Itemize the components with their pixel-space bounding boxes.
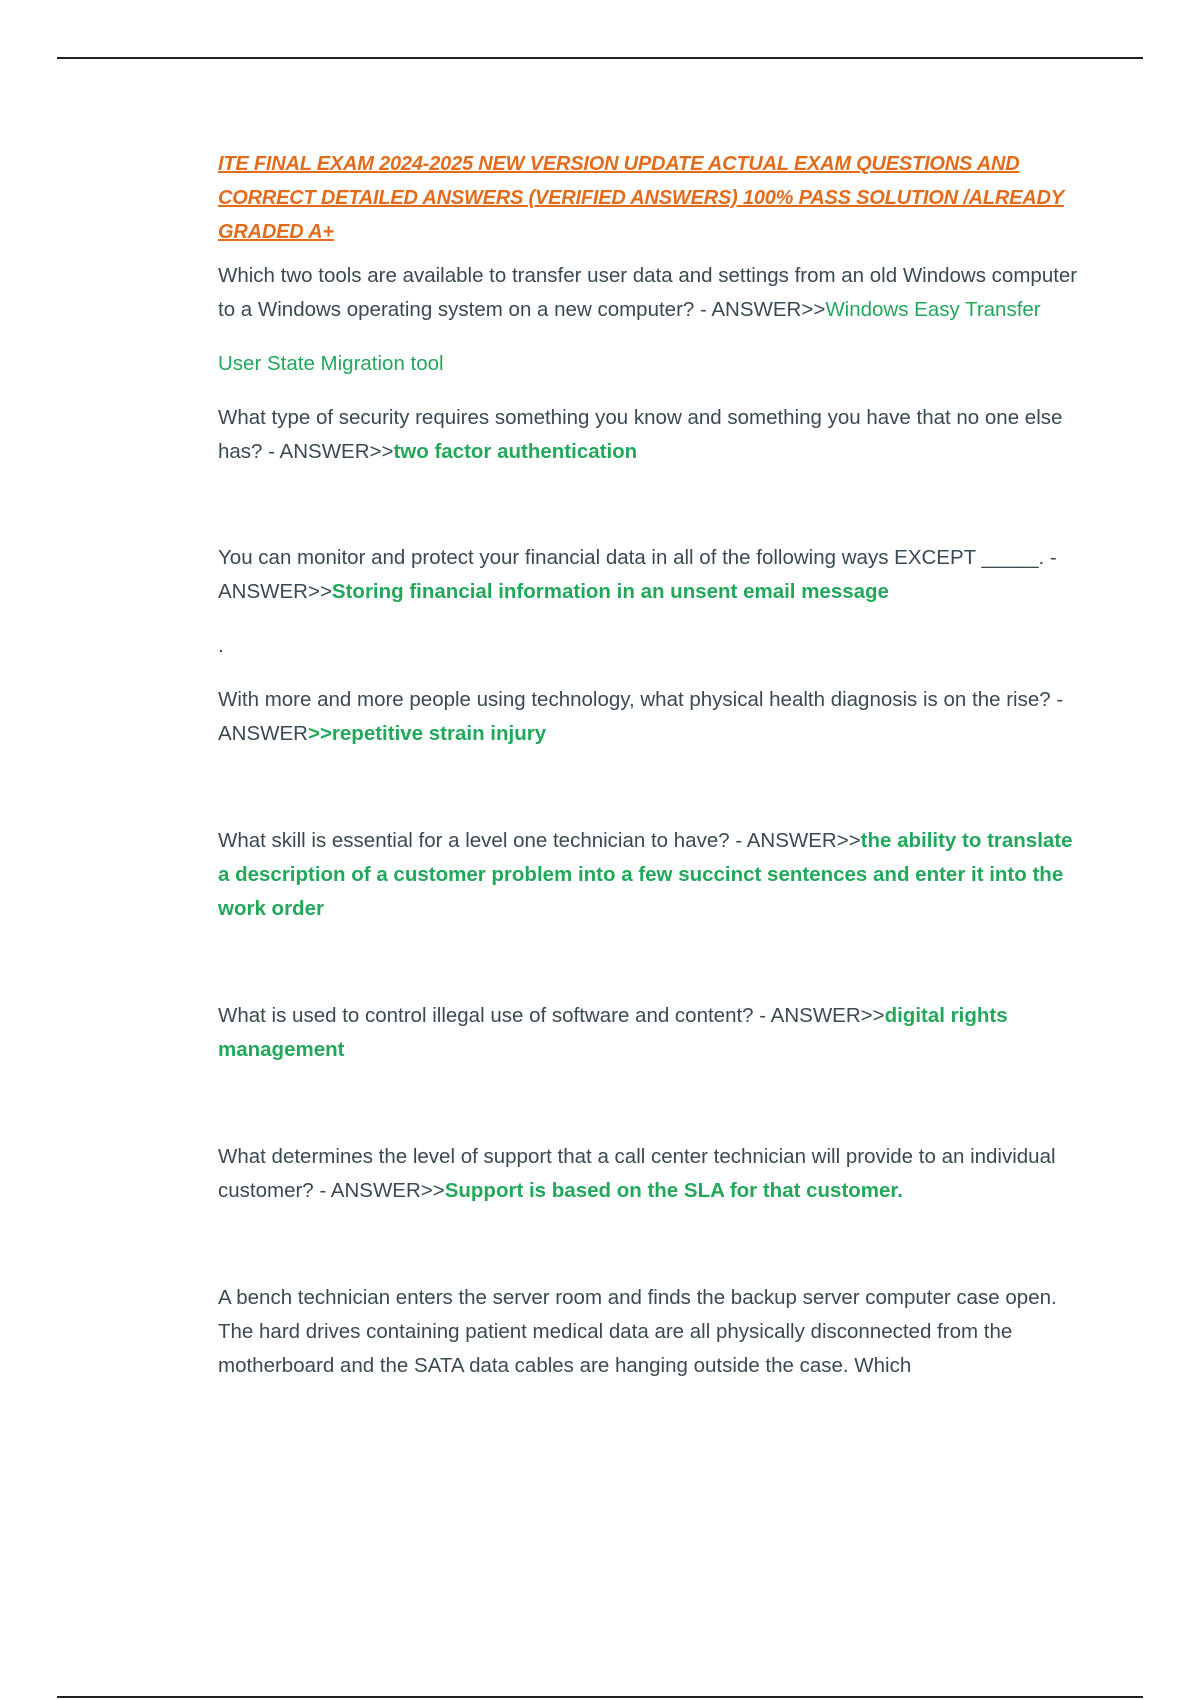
qa-item-3 xyxy=(218,541,1088,609)
answer-text: Windows Easy Transfer xyxy=(825,298,1041,321)
question-text: What is used to control illegal use of software and content? - ANSWER>> xyxy=(218,1004,885,1027)
question-text: Which two tools are available to transfer user data and settings from an old Windows computer to a Windows operating system on a new computer? - ANSWER>> xyxy=(218,264,1078,321)
qa-item-1 xyxy=(218,259,1088,327)
question-text: What determines the level of support that a call center technician will provide to an individual customer? - ANSWER>> xyxy=(218,1145,1056,1202)
answer-text: Support is based on the SLA for that customer. xyxy=(444,1179,903,1202)
answer-text: the ability to translate a description of a customer problem into a few succinct sentences and enter it into the work order xyxy=(218,829,1073,920)
qa-item-4 xyxy=(218,683,1088,751)
answer-extra: User State Migration tool xyxy=(218,352,444,375)
qa-item-2 xyxy=(218,401,1088,469)
answer-text: two factor authentication xyxy=(393,440,638,463)
qa-item-8 xyxy=(218,1281,1088,1383)
document-body xyxy=(218,147,1088,1383)
answer-text: Storing financial information in an unsent email message xyxy=(331,580,889,603)
answer-text: digital rights management xyxy=(218,1004,1008,1061)
qa-item-6 xyxy=(218,999,1088,1067)
qa-item-7 xyxy=(218,1140,1088,1208)
question-text: A bench technician enters the server room and finds the backup server computer case open. The hard drives containing patient medical data are all physically disconnected from the motherboard and the SATA data cables are hanging outside the case. Which xyxy=(218,1286,1057,1377)
stray-period: . xyxy=(218,634,224,657)
bottom-rule xyxy=(57,1696,1143,1698)
question-text: You can monitor and protect your financial data in all of the following ways EXCEPT _____. - ANSWER>> xyxy=(218,546,1057,603)
question-text: What type of security requires something you know and something you have that no one else has? - ANSWER>> xyxy=(218,406,1063,463)
answer-text: >>repetitive strain injury xyxy=(307,722,547,745)
question-text: What skill is essential for a level one technician to have? - ANSWER>> xyxy=(218,829,861,852)
top-rule xyxy=(57,57,1143,59)
question-text: With more and more people using technology, what physical health diagnosis is on the rise? - ANSWER xyxy=(218,688,1064,745)
document-title: ITE FINAL EXAM 2024-2025 NEW VERSION UPDATE ACTUAL EXAM QUESTIONS AND CORRECT DETAILED ANSWERS (VERIFIED ANSWERS) 100% PASS SOLUTION /ALREADY GRADED A+ xyxy=(218,153,1064,243)
qa-item-5 xyxy=(218,824,1088,926)
